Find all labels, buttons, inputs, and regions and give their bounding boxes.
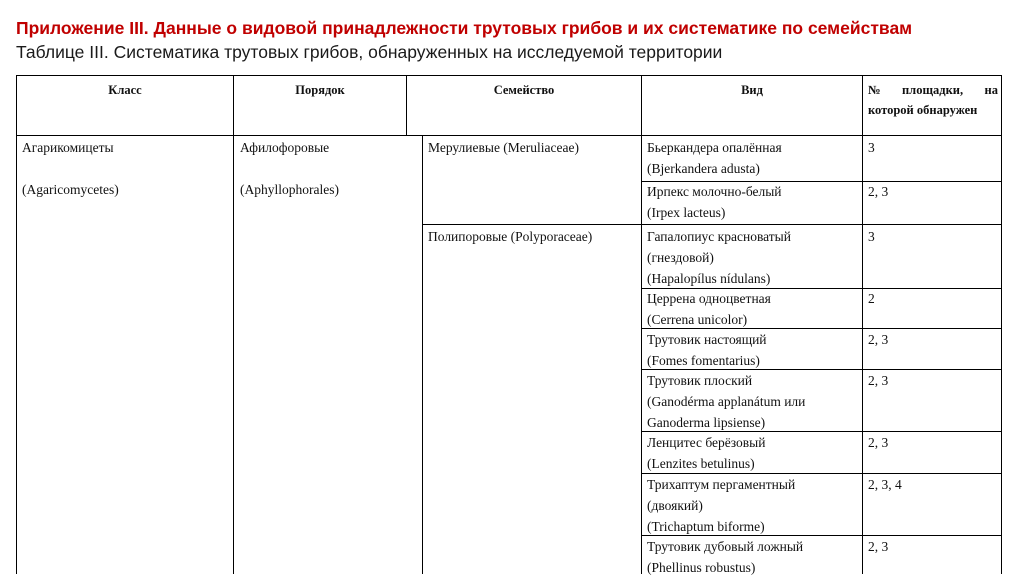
family-cell: Полипоровые (Polyporaceae): [428, 229, 593, 244]
header-site: [868, 80, 998, 120]
species-line: Гапалопиус красноватый: [647, 229, 791, 244]
header-bottom-rule: [16, 135, 1002, 136]
table-caption: Таблице III. Систематика трутовых грибов, обнаруженных на исследуемой территории: [16, 42, 723, 62]
col-divider-class: [233, 75, 234, 574]
species-line: (Bjerkandera adusta): [647, 161, 760, 176]
col-divider-order: [422, 135, 423, 574]
species-line: Церрена одноцветная: [647, 291, 771, 306]
family-divider: [422, 224, 1002, 225]
page-title: Приложение III. Данные о видовой принадлежности трутовых грибов и их систематике по семействам: [16, 18, 913, 38]
header-order: Порядок: [295, 83, 345, 97]
species-cell: [647, 226, 791, 289]
table-border-left: [16, 75, 17, 574]
site-cell: 2, 3: [868, 332, 889, 347]
site-cell: 2, 3: [868, 184, 889, 199]
species-line: Бьеркандера опалённая: [647, 140, 782, 155]
site-cell: 3: [868, 140, 875, 155]
species-line: Трутовик плоский: [647, 373, 753, 388]
species-line: Ленцитес берёзовый: [647, 435, 766, 450]
species-line: (Trichaptum biforme): [647, 519, 765, 534]
species-cell: [647, 474, 795, 537]
species-line: (Phellinus robustus): [647, 560, 756, 575]
species-line: Ganoderma lipsiense): [647, 415, 766, 430]
header-site-word: №: [868, 83, 881, 97]
class-name-ru: Агарикомицеты: [22, 140, 114, 155]
header-site-word: площадки,: [901, 83, 964, 97]
species-line: Ирпекс молочно-белый: [647, 184, 782, 199]
order-name-lat: (Aphyllophorales): [240, 182, 339, 197]
species-line: (Cerrena unicolor): [647, 312, 748, 327]
species-cell: [647, 536, 803, 578]
species-cell: [647, 329, 767, 371]
species-line: Трихаптум пергаментный: [647, 477, 796, 492]
table-border-top: [16, 75, 1002, 76]
species-line: Трутовик дубовый ложный: [647, 539, 804, 554]
species-cell: [647, 370, 805, 433]
species-cell: [647, 288, 771, 330]
col-divider-family: [641, 75, 642, 574]
site-cell: 2, 3: [868, 539, 889, 554]
header-species: Вид: [741, 83, 763, 97]
site-cell: 3: [868, 229, 875, 244]
site-cell: 2, 3: [868, 435, 889, 450]
species-cell: [647, 137, 782, 179]
species-line: (гнездовой): [647, 250, 714, 265]
family-cell: Мерулиевые (Meruliaceae): [428, 140, 580, 155]
species-cell: [647, 181, 782, 223]
table-border-right: [1001, 75, 1002, 574]
order-name-ru: Афилофоровые: [240, 140, 330, 155]
class-cell: [22, 137, 119, 200]
class-name-lat: (Agaricomycetes): [22, 182, 119, 197]
species-line: (Fomes fomentarius): [647, 353, 760, 368]
site-cell: 2: [868, 291, 875, 306]
site-cell: 2, 3, 4: [868, 477, 902, 492]
header-class: Класс: [108, 83, 142, 97]
species-line: (Irpex lacteus): [647, 205, 726, 220]
species-line: Трутовик настоящий: [647, 332, 767, 347]
header-family: Семейство: [493, 83, 555, 97]
order-cell: [240, 137, 339, 200]
header-site-word: на: [984, 83, 998, 97]
species-line: (Hapalopílus nídulans): [647, 271, 771, 286]
species-line: (Lenzites betulinus): [647, 456, 755, 471]
species-cell: [647, 432, 765, 474]
header-site-line2: которой обнаружен: [868, 103, 978, 117]
col-divider-species: [862, 75, 863, 574]
species-line: (Ganodérma applanátum или: [647, 394, 806, 409]
site-cell: 2, 3: [868, 373, 889, 388]
species-line: (двоякий): [647, 498, 703, 513]
